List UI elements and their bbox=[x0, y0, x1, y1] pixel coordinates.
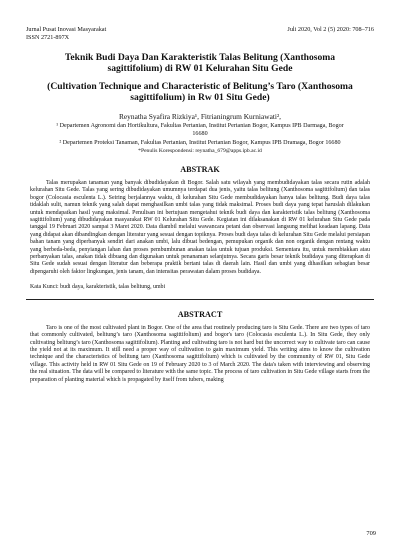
abstract-body: Taro is one of the most cultivated plant in Bogor. One of the area that routinely producing taro is Situ Gede. There are two types of taro that commonly cultivated, belitung’s taro (Xanthosoma sagittifolium) and bogor's taro (Colocasia esculenta L.). In Situ Gede, they only cultivating belitung’s taro (Xanthosoma sagittifolium). Planting and cultivating taro is not hard but the uncorrect way to cultivate taro can cause the yield not at its maximum. It still need a proper way of cultivation to gain maximum yield. This writing aims to know the cultivation technique and the characteristics of belitung taro (Xanthosoma sagittifolium) which is cultivated by the community of RW 01, Situ Gede village. This activity held in RW 01 Situ Gede on 19 of February 2020 to 3 of March 2020. The data's taken with interviewing and observing the real situation. The data will be compared to literature with the same topic. The process of taro cultivation in Situ Gede village starts from the preparation of planting material which is propagated by itself from tubers, making bbox=[30, 324, 370, 383]
paper-title-id: Teknik Budi Daya Dan Karakteristik Talas Belitung (Xanthosoma sagittifolium) di RW 01 Kelurahan Situ Gede bbox=[64, 52, 336, 74]
affiliation-2: ² Departemen Proteksi Tanaman, Fakultas Pertanian, Institut Pertanian Bogor, Kampus IPB Dramaga, Bogor 16680 bbox=[59, 140, 341, 146]
page-number: 709 bbox=[366, 530, 376, 537]
journal-info bbox=[26, 26, 106, 42]
journal-issue: Juli 2020, Vol 2 (5) 2020: 708–716 bbox=[287, 26, 374, 33]
affiliation-1: ¹ Departemen Agronomi dan Hortikultura, Fakultas Pertanian, Institut Pertanian Bogor, Kampus IPB Darmaga, Bogor 16680 bbox=[56, 123, 344, 137]
journal-issn: ISSN 2721-897X bbox=[26, 34, 70, 41]
paper-title-en: (Cultivation Technique and Characteristic of Belitung’s Taro (Xanthosoma sagittifolium) in Rw 01 Situ Gede) bbox=[47, 81, 353, 103]
abstract-heading: ABSTRACT bbox=[177, 309, 223, 319]
abstrak-body: Talas merupakan tanaman yang banyak dibudidayakan di Bogor. Salah satu wilayah yang membudidayakan talas secara rutin adalah kelurahan Situ Gede. Talas yang sering dibudidayakan umumnya terdapat dua jenis, yaitu talas belitung (Xanthosoma sagittifolium) dan talas bogor (Colocasia esculenta L.). Seiring berjalannya waktu, di kelurahan Situ Gede membudidayakan hanya talas belitung. Budi daya talas tidaklah sulit, namun teknik yang salah dapat menghasilkan umbi talas yang tidak maksimal. Proses budi daya yang tepat haruslah dilakukan untuk mendapatkan hasil yang maksimal. Penulisan ini bertujuan mengetahui teknik budi daya dan karakteristik talas belitung (Xanthosoma sagittifolium) yang dibudidayakan masyarakat RW 01 Kelurahan Situ Gede. Kegiatan ini dilaksanakan di RW 01 kelurahan Situ Gede pada tanggal 19 Februari 2020 sampai 3 Maret 2020. Data diambil melalui wawancara petani dan observasi langsung melihat keadaan lapang. Data yang didapat akan dibandingkan dengan literatur yang sesuai dengan topiknya. Proses budi daya talas di kelurahan Situ Gede melalui persiapan bahan tanam yang diperbanyak sendiri dari anakan umbi, lalu dibuat bedengan, pemupukan organik dan non organik dengan rentang waktu yang berbeda-beda, penyiangan lahan dan proses pembumbunan anakan talas untuk tujuan produksi. Sementara itu, untuk membiakkan atau perbanyakan talas, anakan tidak dibuang dan digunakan untuk penanaman selanjutnya. Secara garis besar teknik budidaya yang diterapkan di Situ Gede sudah sesuai dengan literatur dan beberapa praktik bertani talas di daerah lain. Hasil dan umbi yang dihasilkan sebagian besar dipengaruhi oleh faktor lingkungan, jenis tanam, dan intensitas perawatan dalam proses budidaya. bbox=[30, 180, 370, 275]
keywords: Kata Kunci: budi daya, karakteristik, talas belitung, umbi bbox=[30, 284, 166, 291]
abstrak-heading: ABSTRAK bbox=[180, 165, 220, 174]
journal-name: Jurnal Pusat Inovasi Masyarakat bbox=[26, 26, 107, 33]
journal-header bbox=[26, 26, 374, 42]
author-list: Reynatha Syafira Rizkiya¹, Fitrianingrum Kurniawati², bbox=[118, 112, 282, 121]
section-divider bbox=[26, 299, 374, 300]
paper-page bbox=[26, 26, 374, 384]
corresponding-author: *Penulis Korespondensi: reynatha_679@apps.ipb.ac.id bbox=[138, 148, 262, 154]
